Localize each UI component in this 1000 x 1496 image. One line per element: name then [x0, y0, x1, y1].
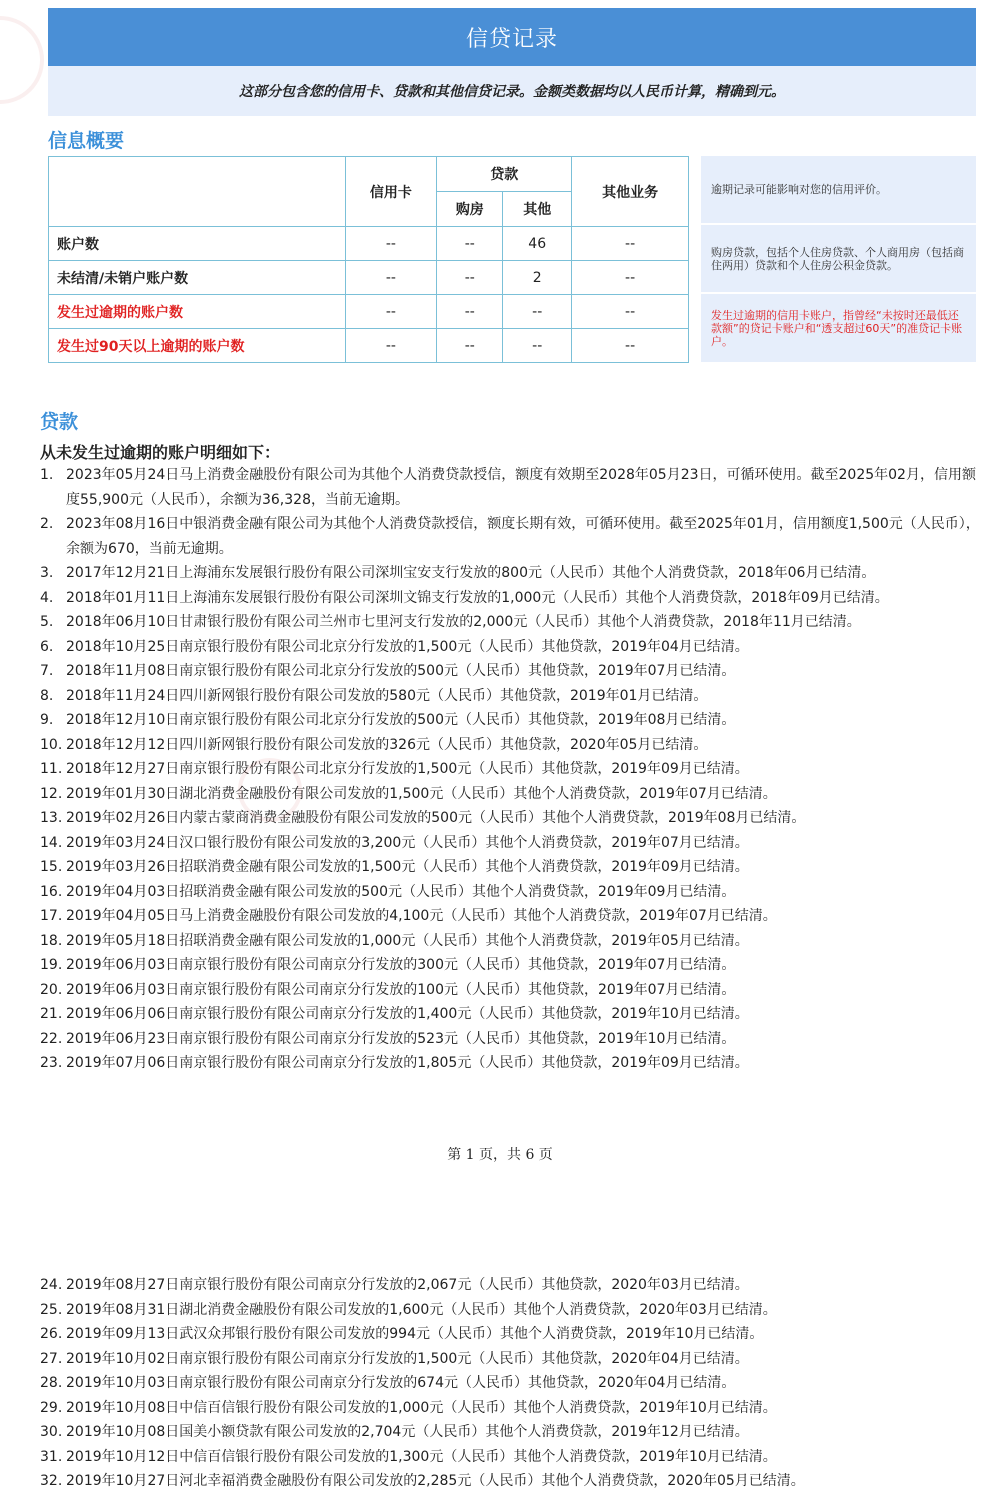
list-item	[40, 782, 980, 807]
list-item	[40, 806, 980, 831]
list-item-text: 2019年04月03日招联消费金融有限公司发放的500元（人民币）其他个人消费贷款，2019年09月已结清。	[66, 883, 736, 900]
list-item-number: 25.	[40, 1301, 63, 1318]
list-item-number: 11.	[40, 761, 63, 777]
list-item-number: 20.	[40, 981, 63, 998]
list-item	[40, 1002, 980, 1027]
table-row	[49, 329, 689, 363]
list-item-text: 2018年12月10日南京银行股份有限公司北京分行发放的500元（人民币）其他贷款，2019年08月已结清。	[66, 712, 736, 728]
list-item	[40, 659, 980, 684]
note-housing-loan	[701, 225, 976, 292]
list-item-text: 2018年06月10日甘肃银行股份有限公司兰州市七里河支行发放的2,000元（人民币）其他个人消费贷款，2018年11月已结清。	[66, 614, 861, 630]
table-row	[49, 261, 689, 295]
list-item-number: 1.	[40, 467, 54, 483]
list-item-number: 27.	[40, 1350, 63, 1367]
list-item	[40, 1445, 980, 1470]
list-item-number: 18.	[40, 932, 63, 949]
list-item	[40, 1347, 980, 1372]
table-row	[49, 227, 689, 261]
cell-housing: --	[437, 227, 503, 261]
list-item	[40, 929, 980, 954]
cell-other-business: --	[572, 227, 689, 261]
cell-credit-card: --	[345, 227, 437, 261]
col-loan-other: 其他	[503, 192, 572, 227]
list-item	[40, 1051, 980, 1076]
list-item	[40, 1298, 980, 1323]
note-text: 购房贷款，包括个人住房贷款、个人商用房（包括商住两用）贷款和个人住房公积金贷款。	[711, 245, 964, 272]
list-item-text: 2019年07月06日南京银行股份有限公司南京分行发放的1,805元（人民币）其他贷款，2019年09月已结清。	[66, 1055, 749, 1071]
note-overdue-card	[701, 294, 976, 362]
list-item	[40, 1371, 980, 1396]
list-item	[40, 953, 980, 978]
list-item	[40, 855, 980, 880]
row-label: 账户数	[49, 227, 346, 261]
section-header	[48, 8, 976, 66]
list-item-number: 19.	[40, 957, 63, 973]
list-item-text: 2017年12月21日上海浦东发展银行股份有限公司深圳宝安支行发放的800元（人民币）其他个人消费贷款，2018年06月已结清。	[66, 565, 876, 581]
list-item-number: 8.	[40, 687, 54, 704]
list-item-text: 2019年06月23日南京银行股份有限公司南京分行发放的523元（人民币）其他贷款，2019年10月已结清。	[66, 1030, 736, 1047]
header-blank-cell	[49, 157, 346, 227]
list-item-number: 21.	[40, 1006, 63, 1022]
row-label: 未结清/未销户账户数	[49, 261, 346, 295]
section-description-text: 这部分包含您的信用卡、贷款和其他信贷记录。金额类数据均以人民币计算，精确到元。	[239, 84, 785, 100]
overview-title: 信息概要	[48, 130, 125, 152]
col-loan-housing: 购房	[437, 192, 503, 227]
list-item	[40, 1273, 980, 1298]
list-item-text: 2019年10月08日国美小额贷款有限公司发放的2,704元（人民币）其他个人消费贷款，2019年12月已结清。	[66, 1424, 749, 1440]
row-label: 发生过90天以上逾期的账户数	[49, 329, 346, 363]
cell-other: 46	[503, 227, 572, 261]
cell-credit-card: --	[345, 295, 437, 329]
list-item-text: 2018年11月08日南京银行股份有限公司北京分行发放的500元（人民币）其他贷款，2019年07月已结清。	[66, 663, 736, 679]
list-item-number: 6.	[40, 638, 54, 655]
list-item	[40, 831, 980, 856]
col-credit-card: 信用卡	[345, 157, 437, 227]
list-item-text: 2019年10月12日中信百信银行股份有限公司发放的1,300元（人民币）其他个人消费贷款，2019年10月已结清。	[66, 1448, 777, 1465]
list-item-number: 26.	[40, 1326, 63, 1342]
page-number: 第 1 页，共 6 页	[447, 1147, 553, 1163]
table-row	[49, 295, 689, 329]
list-item	[40, 635, 980, 660]
seal-icon	[0, 18, 42, 102]
list-item	[40, 708, 980, 733]
list-item-text: 2019年08月27日南京银行股份有限公司南京分行发放的2,067元（人民币）其他贷款，2020年03月已结清。	[66, 1277, 749, 1293]
list-item-text: 2018年11月24日四川新网银行股份有限公司发放的580元（人民币）其他贷款，2019年01月已结清。	[66, 687, 708, 704]
list-item-text: 2023年08月16日中银消费金融有限公司为其他个人消费贷款授信，额度长期有效，可循环使用。截至2025年01月，信用额度1,500元（人民币），余额为670，当前无逾期。	[66, 516, 980, 557]
list-item-number: 14.	[40, 834, 63, 851]
list-item-text: 2019年05月18日招联消费金融有限公司发放的1,000元（人民币）其他个人消费贷款，2019年05月已结清。	[66, 932, 749, 949]
list-item-text: 2019年06月06日南京银行股份有限公司南京分行发放的1,400元（人民币）其他贷款，2019年10月已结清。	[66, 1006, 749, 1022]
list-item-text: 2019年09月13日武汉众邦银行股份有限公司发放的994元（人民币）其他个人消费贷款，2019年10月已结清。	[66, 1326, 764, 1342]
note-text: 逾期记录可能影响对您的信用评价。	[711, 183, 887, 196]
cell-housing: --	[437, 295, 503, 329]
list-item-text: 2023年05月24日马上消费金融股份有限公司为其他个人消费贷款授信，额度有效期至2028年05月23日，可循环使用。截至2025年02月，信用额度55,900元（人民币），余额为36,328，当前无逾期。	[66, 467, 976, 508]
list-item-number: 16.	[40, 883, 63, 900]
list-item-number: 5.	[40, 614, 54, 630]
list-item-number: 4.	[40, 589, 54, 606]
list-item	[40, 1396, 980, 1421]
list-item	[40, 757, 980, 782]
list-item-number: 22.	[40, 1030, 63, 1047]
section-description	[48, 66, 976, 116]
list-item	[40, 512, 980, 561]
list-item	[40, 610, 980, 635]
list-item	[40, 880, 980, 905]
note-text: 发生过逾期的信用卡账户，指曾经“未按时还最低还款额”的贷记卡账户和“透支超过60天”的准贷记卡账户。	[711, 308, 963, 348]
list-item-text: 2019年06月03日南京银行股份有限公司南京分行发放的100元（人民币）其他贷款，2019年07月已结清。	[66, 981, 736, 998]
list-item-text: 2019年04月05日马上消费金融股份有限公司发放的4,100元（人民币）其他个人消费贷款，2019年07月已结清。	[66, 908, 777, 924]
loans-heading: 从未发生过逾期的账户明细如下：	[40, 443, 281, 462]
list-item-number: 29.	[40, 1399, 63, 1416]
list-item-number: 7.	[40, 663, 54, 679]
list-item-number: 3.	[40, 565, 54, 581]
list-item-number: 32.	[40, 1473, 63, 1489]
cell-housing: --	[437, 261, 503, 295]
cell-credit-card: --	[345, 261, 437, 295]
list-item-text: 2019年03月26日招联消费金融有限公司发放的1,500元（人民币）其他个人消费贷款，2019年09月已结清。	[66, 859, 749, 875]
list-item-text: 2018年10月25日南京银行股份有限公司北京分行发放的1,500元（人民币）其他贷款，2019年04月已结清。	[66, 638, 749, 655]
list-item-text: 2019年10月02日南京银行股份有限公司南京分行发放的1,500元（人民币）其他贷款，2020年04月已结清。	[66, 1350, 749, 1367]
loan-list-page2	[40, 1273, 980, 1494]
cell-other: 2	[503, 261, 572, 295]
cell-other-business: --	[572, 261, 689, 295]
note-overdue-impact	[701, 156, 976, 223]
list-item-text: 2019年01月30日湖北消费金融股份有限公司发放的1,500元（人民币）其他个人消费贷款，2019年07月已结清。	[66, 785, 777, 802]
cell-credit-card: --	[345, 329, 437, 363]
cell-housing: --	[437, 329, 503, 363]
list-item	[40, 1027, 980, 1052]
row-label: 发生过逾期的账户数	[49, 295, 346, 329]
list-item-number: 9.	[40, 712, 54, 728]
list-item	[40, 586, 980, 611]
list-item-number: 10.	[40, 736, 63, 753]
cell-other-business: --	[572, 295, 689, 329]
list-item-text: 2019年08月31日湖北消费金融股份有限公司发放的1,600元（人民币）其他个人消费贷款，2020年03月已结清。	[66, 1301, 777, 1318]
list-item-number: 23.	[40, 1055, 63, 1071]
list-item-text: 2019年10月03日南京银行股份有限公司南京分行发放的674元（人民币）其他贷款，2020年04月已结清。	[66, 1375, 736, 1391]
cell-other: --	[503, 295, 572, 329]
list-item-text: 2018年12月12日四川新网银行股份有限公司发放的326元（人民币）其他贷款，2020年05月已结清。	[66, 736, 708, 753]
list-item-number: 13.	[40, 810, 63, 826]
list-item-text: 2019年10月08日中信百信银行股份有限公司发放的1,000元（人民币）其他个人消费贷款，2019年10月已结清。	[66, 1399, 777, 1416]
list-item	[40, 1322, 980, 1347]
overview-table	[48, 156, 689, 363]
list-item	[40, 978, 980, 1003]
list-item-number: 12.	[40, 785, 63, 802]
list-item-text: 2019年02月26日内蒙古蒙商消费金融股份有限公司发放的500元（人民币）其他个人消费贷款，2019年08月已结清。	[66, 810, 806, 826]
list-item-text: 2019年06月03日南京银行股份有限公司南京分行发放的300元（人民币）其他贷款，2019年07月已结清。	[66, 957, 736, 973]
col-other-business: 其他业务	[572, 157, 689, 227]
list-item	[40, 904, 980, 929]
cell-other: --	[503, 329, 572, 363]
list-item-number: 15.	[40, 859, 63, 875]
list-item	[40, 463, 980, 512]
section-title: 信贷记录	[465, 26, 558, 52]
list-item	[40, 1469, 980, 1494]
list-item	[40, 733, 980, 758]
list-item-number: 30.	[40, 1424, 63, 1440]
list-item-text: 2019年10月27日河北幸福消费金融股份有限公司发放的2,285元（人民币）其他个人消费贷款，2020年05月已结清。	[66, 1473, 805, 1489]
list-item-number: 17.	[40, 908, 63, 924]
list-item-number: 24.	[40, 1277, 63, 1293]
list-item-number: 2.	[40, 516, 54, 532]
list-item	[40, 684, 980, 709]
list-item	[40, 1420, 980, 1445]
side-notes	[701, 156, 976, 364]
list-item-number: 28.	[40, 1375, 63, 1391]
loan-list-page1	[40, 463, 980, 1076]
col-loan: 贷款	[437, 157, 572, 192]
list-item-text: 2018年01月11日上海浦东发展银行股份有限公司深圳文锦支行发放的1,000元（人民币）其他个人消费贷款，2018年09月已结清。	[66, 589, 889, 606]
list-item-text: 2018年12月27日南京银行股份有限公司北京分行发放的1,500元（人民币）其他贷款，2019年09月已结清。	[66, 761, 749, 777]
list-item-text: 2019年03月24日汉口银行股份有限公司发放的3,200元（人民币）其他个人消费贷款，2019年07月已结清。	[66, 834, 749, 851]
list-item	[40, 561, 980, 586]
loans-title: 贷款	[40, 411, 79, 433]
list-item-number: 31.	[40, 1448, 63, 1465]
cell-other-business: --	[572, 329, 689, 363]
